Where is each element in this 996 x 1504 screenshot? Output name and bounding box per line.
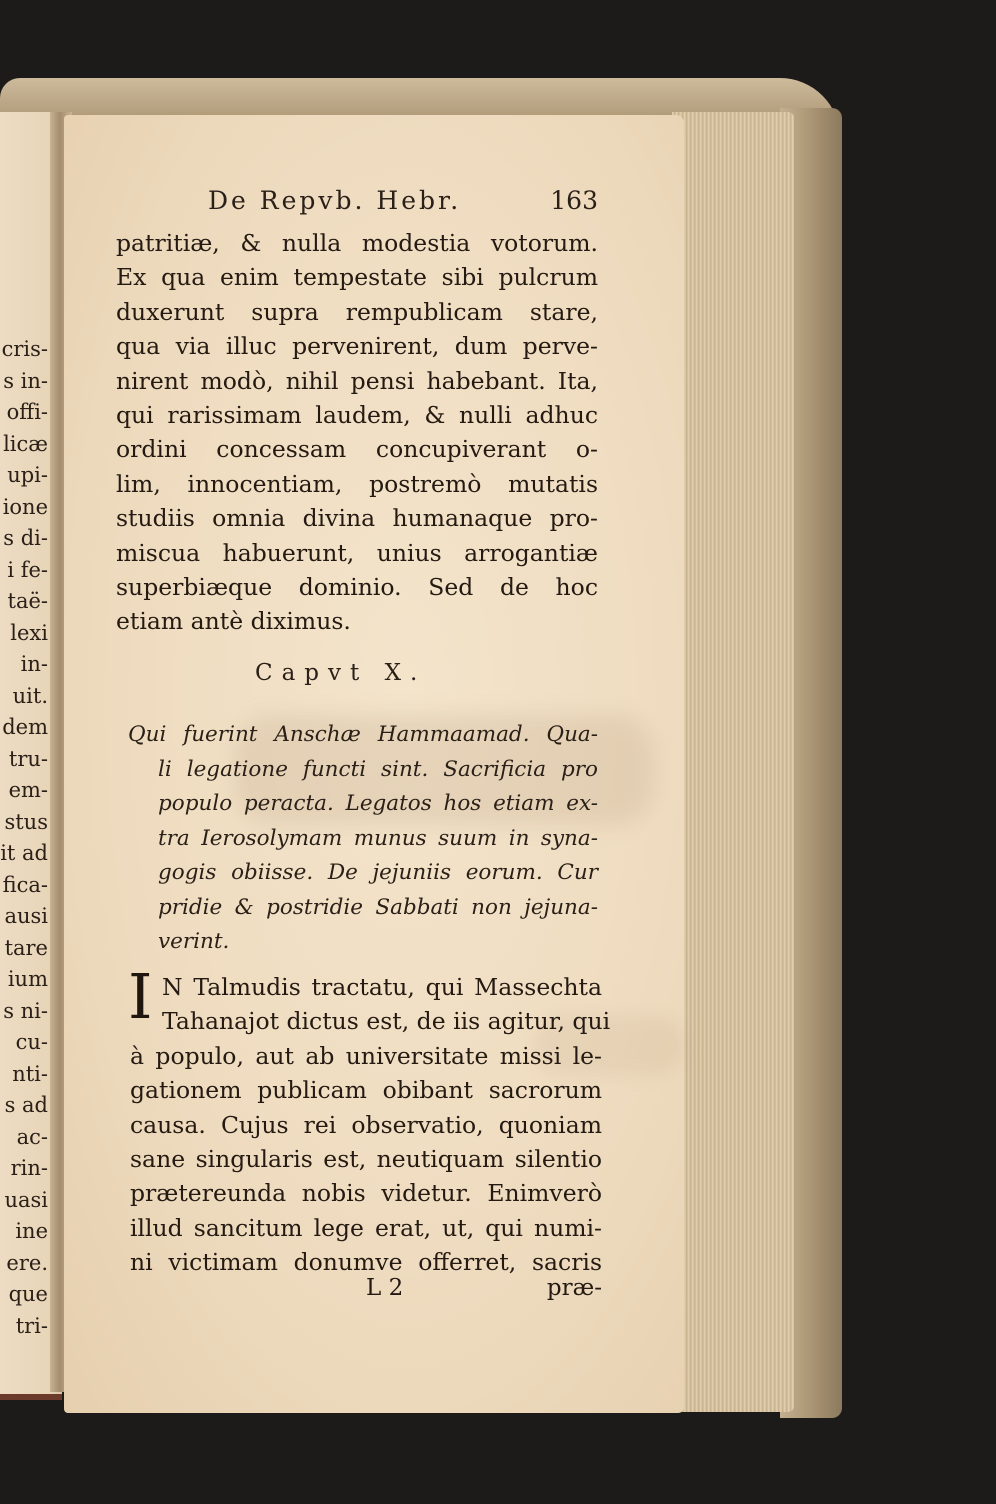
text-line: nirent modò, nihil pensi habebant. Ita, (116, 366, 598, 395)
body-text-bottom (130, 970, 611, 1280)
left-page-line: in- (20, 652, 48, 676)
left-page-line: i fe- (7, 557, 48, 582)
text-line: duxerunt supra rempublicam stare, (116, 297, 598, 326)
left-page-line: uit. (12, 683, 48, 708)
left-page-line: s ni- (3, 998, 48, 1023)
text-line: qui rarissimam laudem, & nulli adhuc (116, 400, 598, 429)
left-page-line: stus (4, 809, 48, 834)
left-page-line: lexi (10, 620, 48, 645)
left-page-line: s in- (3, 368, 48, 393)
text-line: causa. Cujus rei observatio, quoniam (130, 1110, 602, 1139)
left-page-line: dem (2, 715, 48, 739)
left-page-line: ac- (16, 1124, 48, 1149)
left-page-line: tare (4, 935, 48, 960)
left-page-line: ione (2, 494, 48, 519)
text-line: Ex qua enim tempestate sibi pulcrum (116, 263, 598, 292)
page-fore-edge (672, 112, 794, 1412)
left-page-line: taë- (7, 589, 48, 613)
left-page-line: tru- (8, 746, 48, 771)
summary-line: li legatione functi sint. Sacrificia pro (158, 756, 598, 782)
text-line: prætereunda nobis videtur. Enimverò (130, 1179, 602, 1208)
left-page-line: it ad (0, 841, 48, 865)
left-page-line: uasi (4, 1187, 48, 1212)
text-line: etiam antè diximus. (116, 607, 351, 636)
chapter-summary (128, 718, 598, 960)
text-line: ordini concessam concupiverant o- (116, 435, 598, 464)
text-line: gationem publicam obibant sacrorum (130, 1076, 602, 1105)
text-line: miscua habuerunt, unius arrogantiæ (116, 538, 598, 567)
left-page-line: fica- (2, 872, 48, 897)
text-line: ni victimam donumve offerret, sacris (130, 1248, 602, 1277)
left-page-line: cris- (1, 337, 48, 361)
text-line: illud sancitum lege erat, ut, qui numi- (130, 1213, 602, 1242)
text-line: à populo, aut ab universitate missi le- (130, 1041, 602, 1070)
running-title: De Repvb. Hebr. (208, 186, 462, 215)
left-page-line: upi- (7, 463, 48, 487)
summary-line: populo peracta. Legatos hos etiam ex- (158, 791, 598, 816)
text-line: sane singularis est, neutiquam silentio (130, 1144, 602, 1173)
text-line: qua via illuc pervenirent, dum perve- (116, 332, 598, 361)
left-page-text (0, 334, 50, 1342)
text-line: N Talmudis tractatu, qui Massechta (162, 973, 602, 1001)
summary-line: tra Ierosolymam munus suum in syna- (158, 825, 598, 851)
drop-cap: I (128, 960, 153, 1033)
left-page-line: rin- (10, 1156, 48, 1180)
left-page-line: ium (7, 967, 48, 991)
text-line: studiis omnia divina humanaque pro- (116, 504, 598, 533)
left-page-line: licæ (3, 431, 48, 456)
left-page-line: cu- (15, 1030, 48, 1054)
summary-line: verint. (158, 929, 230, 954)
signature-mark: L 2 (366, 1275, 404, 1301)
left-page-line: tri- (15, 1313, 48, 1338)
left-page-line: offi- (6, 400, 48, 424)
page-number: 163 (550, 186, 598, 215)
left-page-line: em- (8, 778, 48, 802)
summary-line: pridie & postridie Sabbati non jejuna- (158, 894, 598, 920)
body-text-top (116, 226, 598, 639)
left-page-line: ere. (6, 1250, 48, 1275)
left-page-line: ine (15, 1219, 48, 1243)
chapter-heading: Capvt X. (255, 660, 427, 686)
text-line: superbiæque dominio. Sed de hoc (116, 572, 598, 601)
text-line: Tahanajot dictus est, de iis agitur, qui (162, 1007, 611, 1036)
left-page-line: nti- (12, 1061, 48, 1086)
left-page-line: que (8, 1282, 48, 1306)
summary-line: Qui fuerint Anschæ Hammaamad. Qua- (128, 722, 598, 747)
left-page-line: s di- (3, 526, 48, 550)
left-page-line: ausi (4, 904, 48, 928)
catchword: præ- (546, 1275, 602, 1301)
text-line: patritiæ, & nulla modestia votorum. (116, 229, 598, 257)
running-header (208, 186, 598, 215)
left-page-line: s ad (4, 1093, 48, 1117)
text-line: lim, innocentiam, postremò mutatis (116, 469, 598, 498)
summary-line: gogis obiisse. De jejuniis eorum. Cur (158, 860, 598, 885)
